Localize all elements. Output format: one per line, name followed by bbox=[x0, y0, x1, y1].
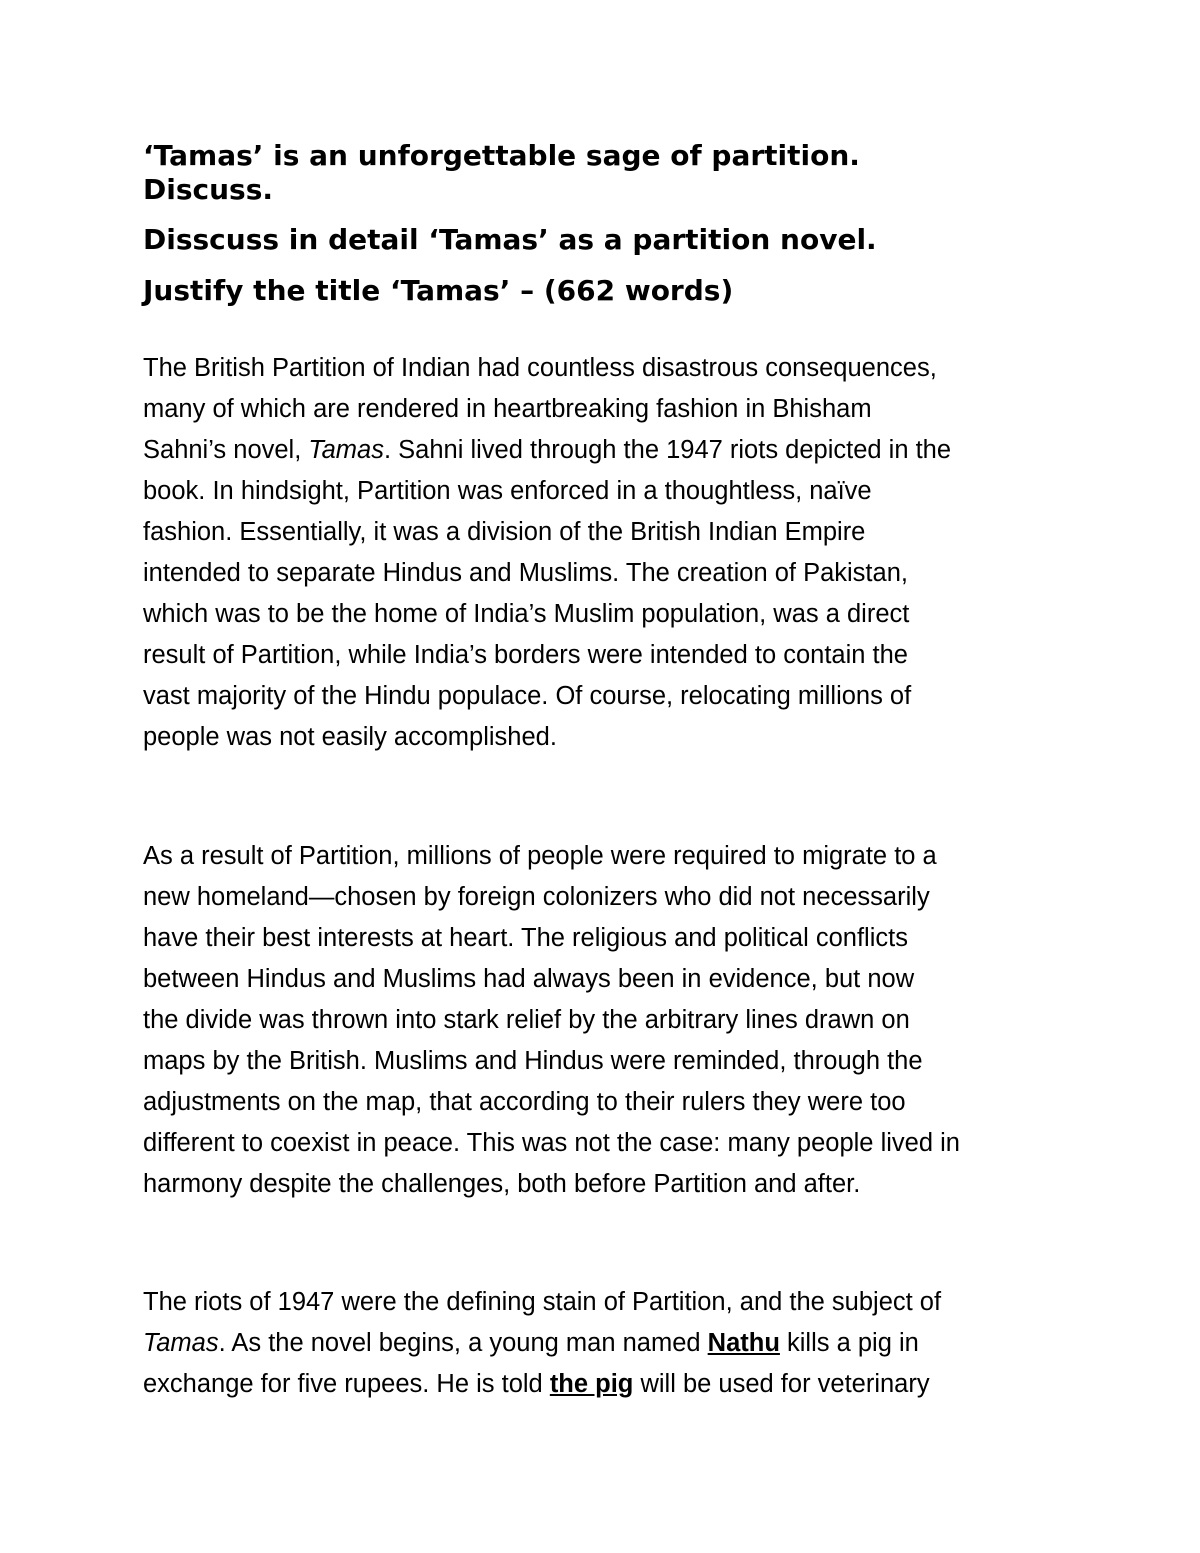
text-line: book. In hindsight, Partition was enforced in a thoughtless, naïve bbox=[143, 477, 872, 505]
text-line: have their best interests at heart. The religious and political conflicts bbox=[143, 924, 908, 952]
text-line: people was not easily accomplished. bbox=[143, 723, 557, 751]
novel-title-italic: Tamas bbox=[143, 1329, 219, 1357]
text-line: The riots of 1947 were the defining stain of Partition, and the subject of bbox=[143, 1288, 942, 1316]
text-line: The British Partition of Indian had countless disastrous consequences, bbox=[143, 354, 937, 382]
title-line-2: Discuss. bbox=[143, 173, 274, 206]
text-line: new homeland—chosen by foreign colonizers who did not necessarily bbox=[143, 883, 930, 911]
text-line: the divide was thrown into stark relief by the arbitrary lines drawn on bbox=[143, 1006, 910, 1034]
text-span: exchange for five rupees. He is told bbox=[143, 1370, 550, 1398]
paragraph-3 bbox=[143, 1282, 1073, 1405]
text-line: different to coexist in peace. This was not the case: many people lived in bbox=[143, 1129, 960, 1157]
keyword-the-pig: the pig bbox=[549, 1370, 634, 1398]
text-line: which was to be the home of India’s Muslim population, was a direct bbox=[143, 600, 910, 628]
text-line: maps by the British. Muslims and Hindus were reminded, through the bbox=[143, 1047, 923, 1075]
text-span: kills a pig in bbox=[779, 1329, 919, 1357]
essay-subtitle: Disscuss in detail ‘Tamas’ as a partition novel. bbox=[143, 223, 877, 256]
text-span: . Sahni lived through the 1947 riots depicted in the bbox=[383, 436, 952, 464]
text-span: . As the novel begins, a young man named bbox=[218, 1329, 708, 1357]
keyword-nathu: Nathu bbox=[707, 1329, 780, 1357]
essay-question: Justify the title ‘Tamas’ – (662 words) bbox=[143, 274, 734, 307]
text-line bbox=[143, 1364, 1073, 1405]
paragraph-1 bbox=[143, 348, 1073, 758]
text-line: intended to separate Hindus and Muslims. The creation of Pakistan, bbox=[143, 559, 908, 587]
text-span: will be used for veterinary bbox=[633, 1370, 930, 1398]
text-line bbox=[143, 1323, 1073, 1364]
text-line: fashion. Essentially, it was a division of the British Indian Empire bbox=[143, 518, 866, 546]
essay-title bbox=[143, 139, 1103, 207]
paragraph-2 bbox=[143, 836, 1073, 1205]
text-line: between Hindus and Muslims had always been in evidence, but now bbox=[143, 965, 915, 993]
text-line: vast majority of the Hindu populace. Of course, relocating millions of bbox=[143, 682, 912, 710]
text-line: As a result of Partition, millions of people were required to migrate to a bbox=[143, 842, 937, 870]
novel-title-italic: Tamas bbox=[308, 436, 384, 464]
text-span: Sahni’s novel, bbox=[143, 436, 309, 464]
text-line bbox=[143, 430, 1073, 471]
text-line: result of Partition, while India’s borders were intended to contain the bbox=[143, 641, 908, 669]
title-line-1: ‘Tamas’ is an unforgettable sage of partition. bbox=[143, 139, 860, 172]
title-block bbox=[143, 139, 1103, 308]
text-line: many of which are rendered in heartbreaking fashion in Bhisham bbox=[143, 395, 872, 423]
text-line: harmony despite the challenges, both before Partition and after. bbox=[143, 1170, 861, 1198]
text-line: adjustments on the map, that according to their rulers they were too bbox=[143, 1088, 906, 1116]
